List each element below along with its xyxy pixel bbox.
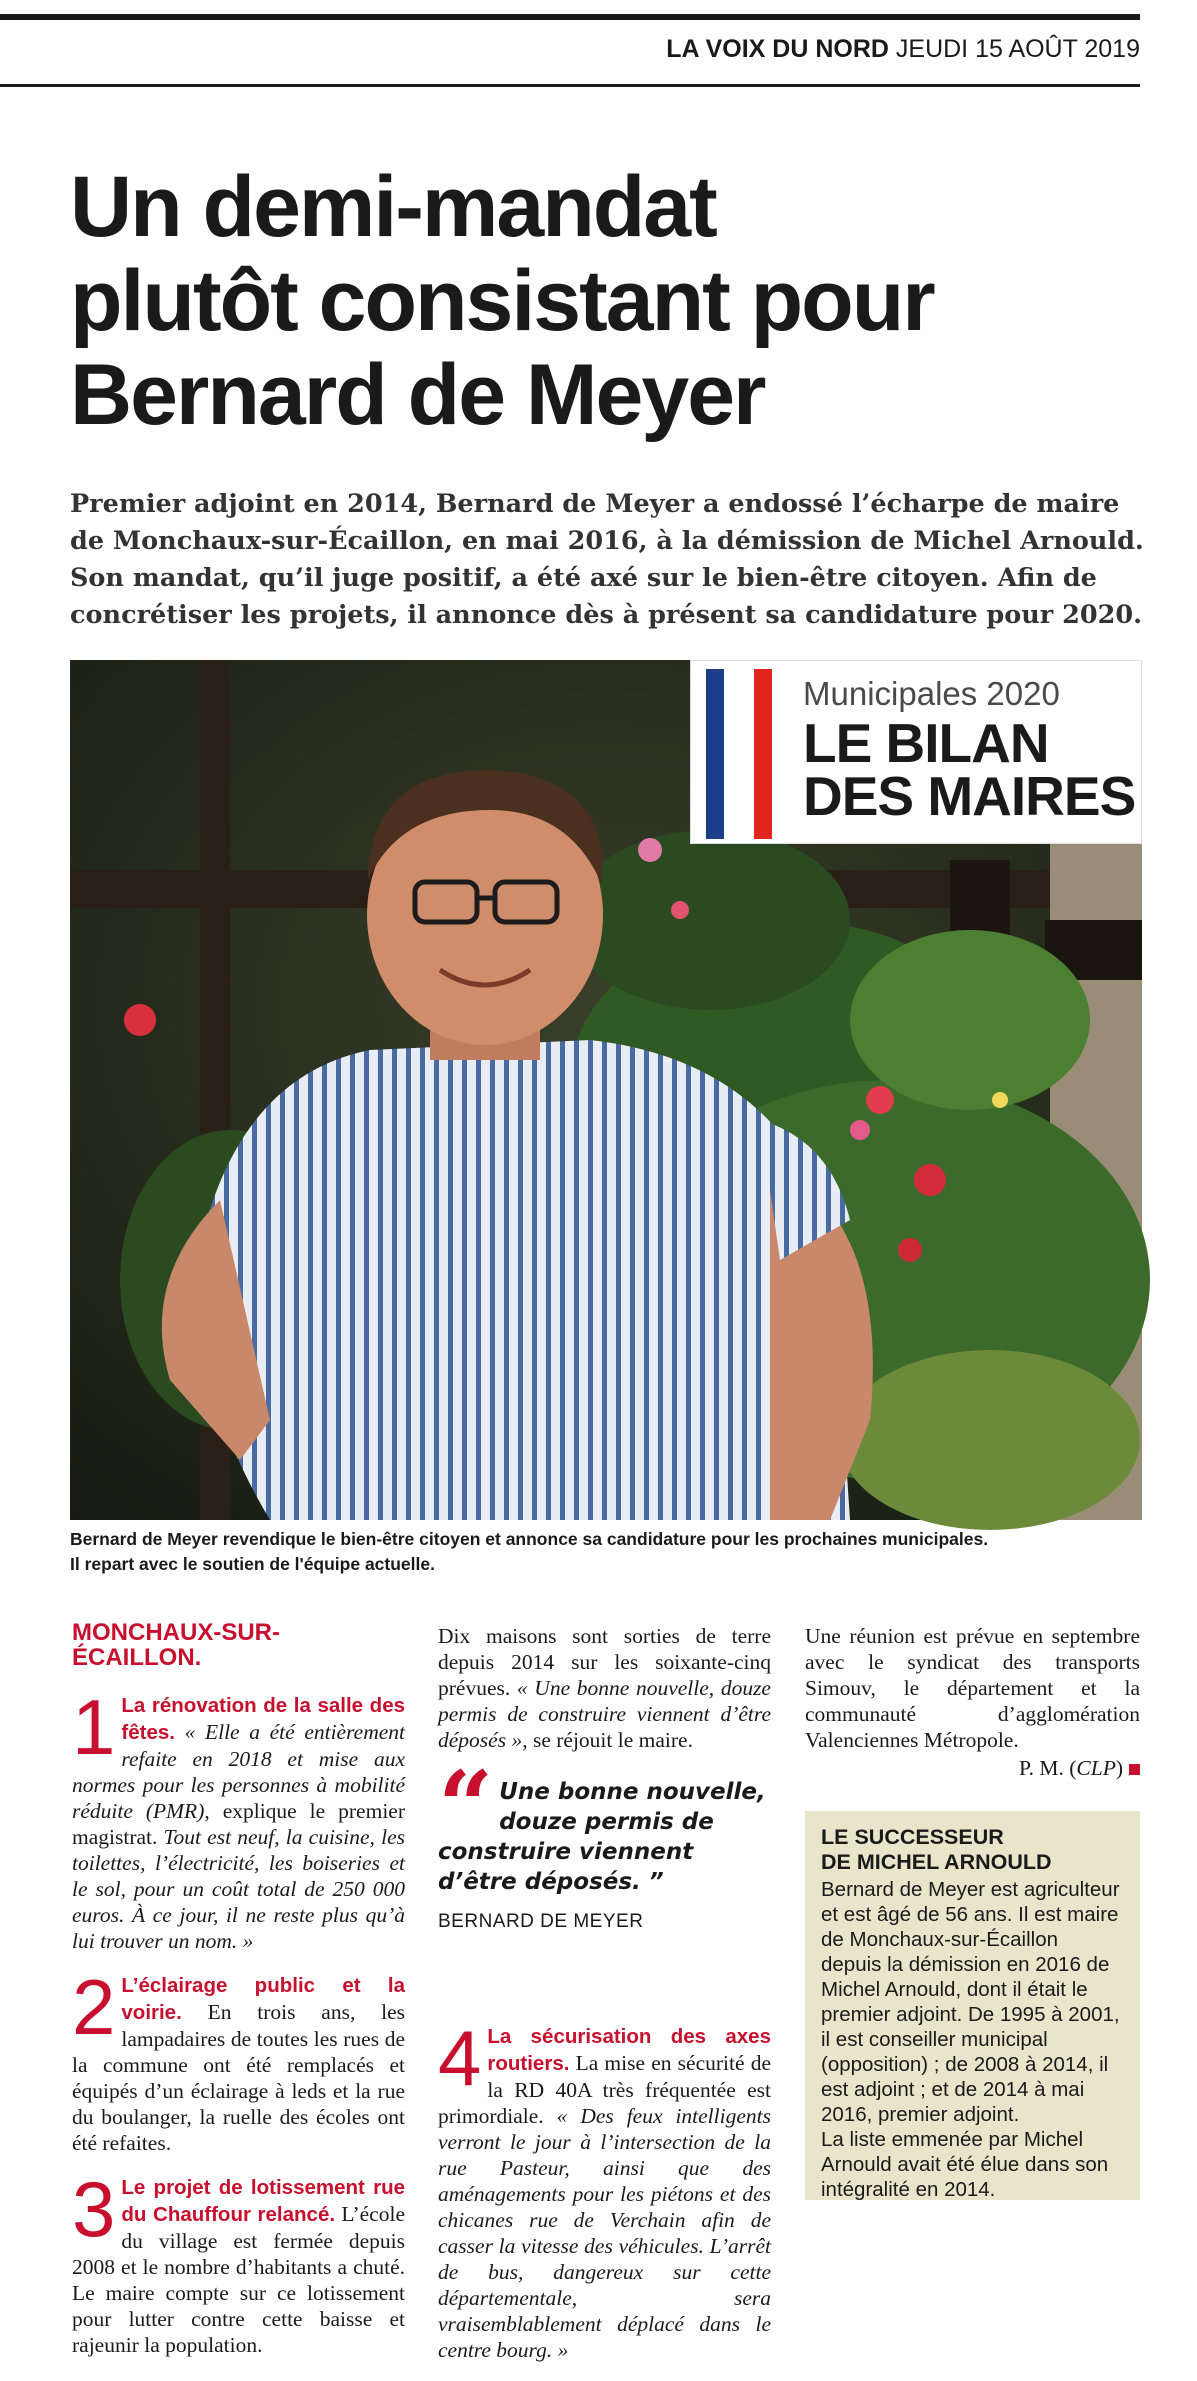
headline-line: Bernard de Meyer (70, 347, 765, 443)
standfirst-line: Son mandat, qu’il juge positif, a été axé sur le bien-être citoyen. Afin de (70, 563, 1097, 593)
article-column-3 (805, 1623, 1140, 2200)
point-title: La sécurisation des axes routiers. (487, 2025, 771, 2075)
article-column-1 (72, 1620, 405, 2376)
point-number: 2 (72, 1963, 116, 2051)
pull-quote-author: BERNARD DE MEYER (438, 1911, 644, 1932)
quote-close: ” (648, 1869, 664, 1895)
quote-mark-icon: “ (438, 1750, 494, 1863)
point-text: L’école du village est fermée depuis 2008 et le nombre d’habitants a chuté. Le maire compte sur ce lotissement pour lutter contre cette baisse et rajeunir la population. (72, 2202, 406, 2357)
headline-line: Un demi-mandat (70, 159, 716, 255)
caption-line: Bernard de Meyer revendique le bien-être citoyen et annonce sa candidature pour les prochaines municipales. (70, 1529, 989, 1549)
sidebar-box (805, 1811, 1140, 2200)
point-1 (72, 1683, 405, 1954)
sidebar-title-line: LE SUCCESSEUR (821, 1825, 1004, 1849)
flag-red-stripe (754, 669, 772, 839)
point-text: , se réjouit le maire. (522, 1728, 693, 1752)
point-quote: Tout est neuf, la cuisine, les toilettes, l’électricité, les boiseries et le sol, pour un coût total de 250 000 euros. À ce jour, il ne reste plus qu’à lui trouver un nom. » (72, 1825, 405, 1953)
pull-quote (438, 1750, 771, 1935)
point-number: 4 (438, 2014, 482, 2102)
point-title: La rénovation de la salle des fêtes. (121, 1694, 405, 1744)
newspaper-name: LA VOIX DU NORD (666, 35, 889, 63)
point-quote: « Elle a été entièrement refaite en 2018 et mise aux normes pour les personnes à mobilité réduite (PMR), (72, 1720, 405, 1823)
point-text: Dix maisons sont sorties de terre depuis 2014 sur les soixante-cinq prévues. (438, 1624, 771, 1700)
byline-end: ) (1115, 1756, 1123, 1780)
point-4 (438, 2014, 771, 2363)
pull-quote-body: Une bonne nouvelle, douze permis de construire viennent d’être déposés. (438, 1779, 766, 1895)
flag-blue-stripe (706, 669, 724, 839)
point-quote: « Des feux intelligents verront le jour à l’intersection de la rue Pasteur, ainsi que des aménagements pour les piétons et des chicanes rue de Verchain afin de casser la vitesse des véhicules. L’arrêt de bus, dangereux sur cette départementale, sera vraisemblablement déplacé dans le centre bourg. » (438, 2104, 771, 2362)
headline-line: plutôt consistant pour (70, 253, 934, 349)
byline-agency: CLP (1076, 1756, 1116, 1780)
dateline-line: ÉCAILLON. (72, 1644, 202, 1671)
point-3 (72, 2165, 406, 2358)
paragraph: Une réunion est prévue en septembre avec le syndicat des transports Simouv, le département et la communauté d’agglomération Valenciennes Métropole. (805, 1624, 1140, 1752)
paragraph (438, 1623, 771, 1753)
sidebar-box-title (821, 1825, 1124, 1875)
sidebar-title-line: DE MICHEL ARNOULD (821, 1850, 1052, 1874)
point-quote: « Une bonne nouvelle, douze permis de construire viennent d’être déposés » (438, 1676, 771, 1752)
municipales-badge (690, 660, 1142, 844)
standfirst-line: Premier adjoint en 2014, Bernard de Meyer a endossé l’écharpe de maire (70, 489, 1120, 519)
byline (805, 1755, 1140, 1781)
point-text: La mise en sécurité de la RD 40A très fréquentée est primordiale. (438, 2051, 771, 2128)
badge-title (803, 712, 1136, 827)
badge-title-line: LE BILAN (803, 712, 1049, 774)
caption-line: Il repart avec le soutien de l'équipe actuelle. (70, 1554, 435, 1574)
sidebar-paragraph: Bernard de Meyer est agriculteur et est âgé de 56 ans. Il est maire de Monchaux-sur-Écaillon depuis la démission en 2016 de Michel Arnould, dont il était le premier adjoint. De 1995 à 2001, il est conseiller municipal (opposition) ; de 2008 à 2014, il est adjoint ; et de 2014 à mai 2016, premier adjoint. (821, 1878, 1120, 2126)
badge-title-line: DES MAIRES (803, 765, 1136, 827)
issue-date: JEUDI 15 AOÛT 2019 (895, 35, 1140, 63)
photo-caption (70, 1527, 1142, 1577)
point-title: Le projet de lotissement rue du Chauffour relancé. (121, 2176, 405, 2226)
point-text: explique le premier magistrat. (72, 1799, 405, 1849)
article-column-2 (438, 1623, 771, 2381)
standfirst-line: de Monchaux-sur-Écaillon, en mai 2016, à la démission de Michel Arnould. (70, 526, 1144, 556)
point-text: En trois ans, les lampadaires de toutes les rues de la commune ont été remplacés et équipés d’un éclairage à leds et la rue du boulanger, la ruelle des écoles ont été refaites. (72, 2000, 405, 2155)
standfirst (70, 486, 1150, 634)
point-number: 3 (72, 2165, 116, 2253)
headline (70, 160, 1130, 442)
masthead-rule (0, 84, 1140, 87)
top-rule (0, 14, 1140, 20)
point-title: L’éclairage public et la voirie. (121, 1974, 405, 2024)
byline-initials: P. M. ( (1019, 1756, 1077, 1780)
dateline (72, 1620, 405, 1670)
masthead (0, 34, 1140, 64)
end-of-article-icon (1129, 1764, 1140, 1775)
dateline-line: MONCHAUX-SUR- (72, 1619, 280, 1646)
standfirst-line: concrétiser les projets, il annonce dès à présent sa candidature pour 2020. (70, 600, 1142, 630)
sidebar-paragraph: La liste emmenée par Michel Arnould avait été élue dans son intégralité en 2014. (821, 2128, 1109, 2201)
badge-kicker: Municipales 2020 (803, 675, 1060, 712)
point-2 (72, 1963, 405, 2156)
point-number: 1 (72, 1683, 116, 1771)
